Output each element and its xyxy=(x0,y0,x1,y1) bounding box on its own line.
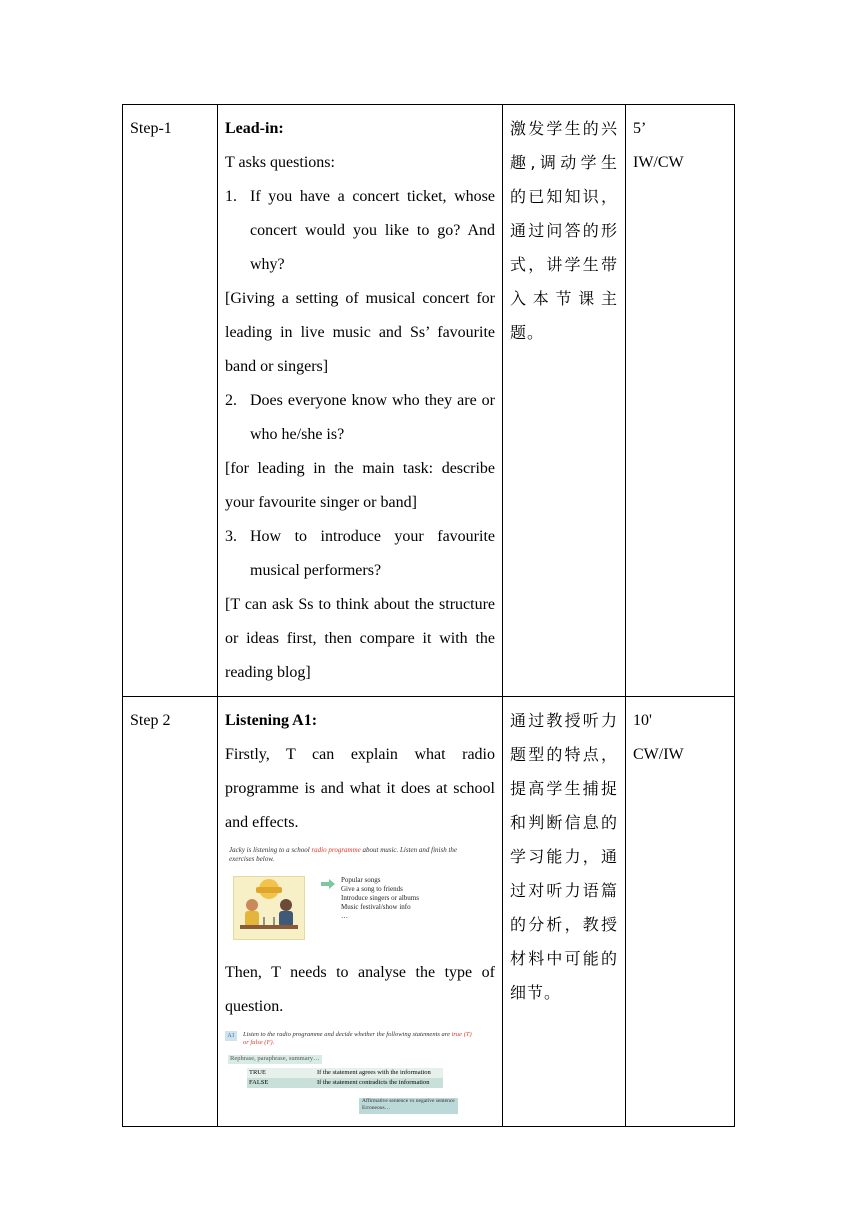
item-text: How to introduce your favourite musical performers? xyxy=(250,528,495,579)
figure-caption: Jacky is listening to a school radio programme about music. Listen and finish the exercises below. xyxy=(229,846,458,863)
mode-value: CW/IW xyxy=(633,746,684,763)
item-number: 1. xyxy=(225,188,237,205)
paragraph: Firstly, T can explain what radio programme is and what it does at school and effects. xyxy=(225,746,495,831)
purpose-text: 通过教授听力题型的特点，提高学生捕捉和判断信息的学习能力，通过对听力语篇的分析，教授材料中可能的细节。 xyxy=(510,711,618,1002)
section-title: Listening A1: xyxy=(225,712,318,729)
time-cell xyxy=(626,105,735,697)
time-cell xyxy=(626,697,735,1127)
mode-value: IW/CW xyxy=(633,154,684,171)
item-note: [for leading in the main task: describe your favourite singer or band] xyxy=(225,460,495,511)
list-item xyxy=(225,384,495,520)
activity-cell xyxy=(218,697,503,1127)
item-text: If you have a concert ticket, whose concert would you like to go? And why? xyxy=(250,188,495,273)
time-value: 10' xyxy=(633,712,652,729)
purpose-cell xyxy=(503,697,626,1127)
question-list xyxy=(225,180,495,690)
table-row: FALSE If the statement contradicts the information xyxy=(247,1078,443,1088)
true-false-figure xyxy=(225,1028,495,1120)
time-value: 5’ xyxy=(633,120,647,137)
topic-list: Popular songs Give a song to friends Introduce singers or albums Music festival/show info … xyxy=(341,876,419,920)
activity-cell xyxy=(218,105,503,697)
arrow-right-icon xyxy=(321,879,335,889)
purpose-cell xyxy=(503,105,626,697)
item-text: Does everyone know who they are or who he/she is? xyxy=(250,392,495,443)
purpose-text: 激发学生的兴趣,调动学生的已知知识，通过问答的形式，讲学生带入本节课主题。 xyxy=(510,119,618,342)
table-row: TRUE If the statement agrees with the information xyxy=(247,1068,443,1078)
list-item xyxy=(225,520,495,690)
item-number: 2. xyxy=(225,392,237,409)
item-note: [Giving a setting of musical concert for leading in live music and Ss’ favourite band or singers] xyxy=(225,290,495,375)
step-cell xyxy=(123,697,218,1127)
table-row-step-1 xyxy=(123,105,735,697)
rephrase-note: Rephrase, paraphrase, summary… xyxy=(228,1055,322,1064)
intro-text: T asks questions: xyxy=(225,154,335,171)
item-number: 3. xyxy=(225,528,237,545)
exercise-tag: A1 xyxy=(225,1031,237,1041)
item-note: [T can ask Ss to think about the structure or ideas first, then compare it with the reading blog] xyxy=(225,596,495,681)
list-item xyxy=(225,180,495,384)
podcast-illustration xyxy=(233,876,305,940)
step-label: Step 2 xyxy=(130,712,171,729)
step-label: Step-1 xyxy=(130,120,172,137)
table-row-step-2 xyxy=(123,697,735,1127)
radio-programme-figure xyxy=(229,846,495,950)
true-false-table xyxy=(247,1068,443,1088)
lesson-plan-table xyxy=(122,104,735,1127)
figure-caption: Listen to the radio programme and decide whether the following statements are true (T) or false (F). xyxy=(243,1031,472,1046)
section-title: Lead-in: xyxy=(225,120,284,137)
sentence-type-note: Affirmative sentence vs negative sentence Erroneous… xyxy=(359,1098,458,1114)
paragraph: Then, T needs to analyse the type of question. xyxy=(225,964,495,1015)
step-cell xyxy=(123,105,218,697)
